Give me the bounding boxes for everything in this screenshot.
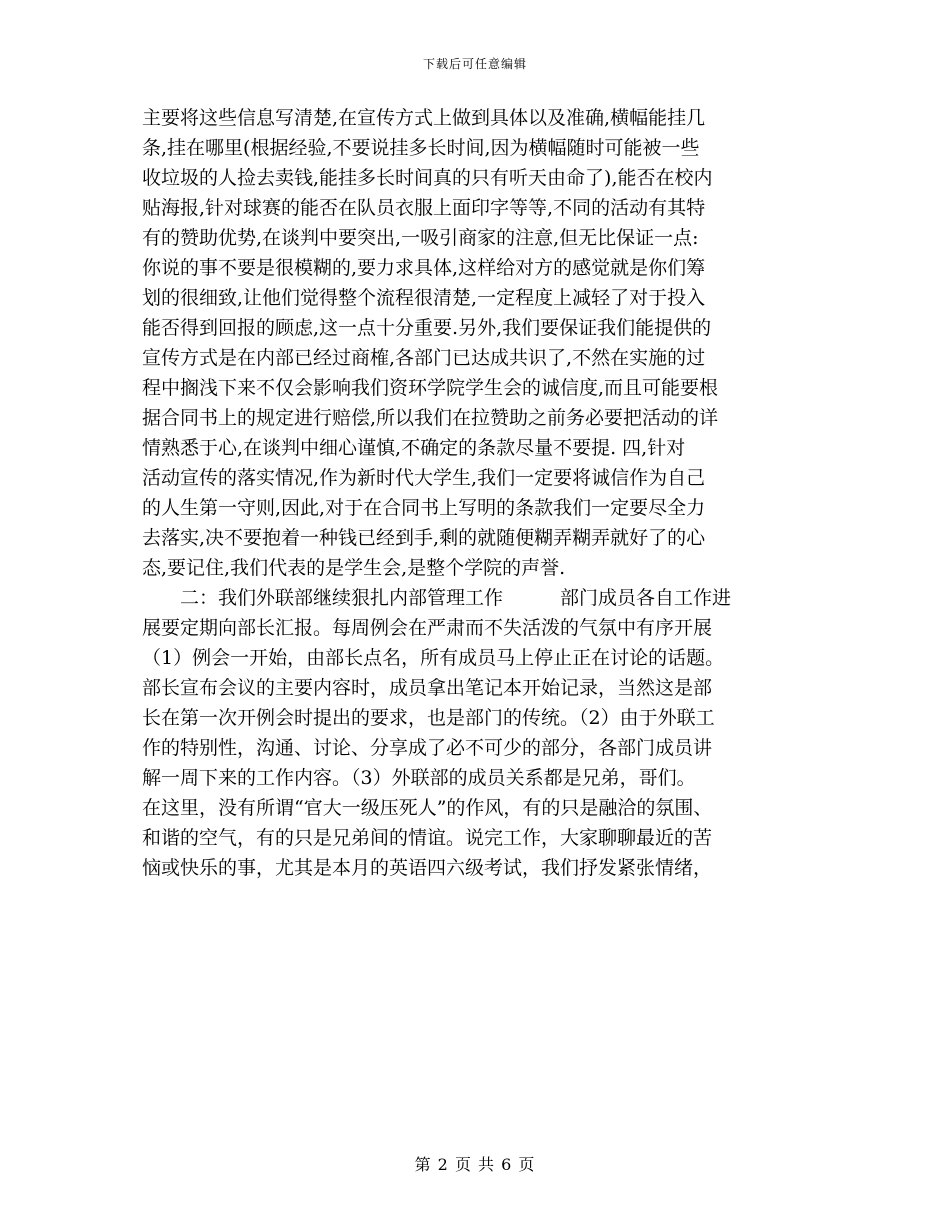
document-body [142, 103, 822, 883]
text-line: 和谐的空气，有的只是兄弟间的情谊。说完工作，大家聊聊最近的苦 [142, 827, 713, 849]
text-line: 恼或快乐的事，尤其是本月的英语四六级考试，我们抒发紧张情绪， [142, 857, 713, 879]
text-line: 划的很细致,让他们觉得整个流程很清楚,一定程度上减轻了对于投入 [142, 287, 706, 309]
text-line: 部长宣布会议的主要内容时，成员拿出笔记本开始记录，当然这是部 [142, 677, 713, 699]
text-line: 收垃圾的人捡去卖钱,能挂多长时间真的只有听天由命了),能否在校内 [142, 167, 713, 189]
text-line: 条,挂在哪里(根据经验,不要说挂多长时间,因为横幅随时可能被一些 [142, 137, 700, 159]
text-line: 情熟悉于心,在谈判中细心谨慎,不确定的条款尽量不要提. 四,针对 [142, 437, 686, 459]
text-line: 的人生第一守则,因此,对于在合同书上写明的条款我们一定要尽全力 [142, 497, 706, 519]
text-line: 展要定期向部长汇报。每周例会在严肃而不失活泼的气氛中有序开展 [142, 617, 713, 639]
text-line: 在这里，没有所谓“官大一级压死人”的作风，有的只是融洽的氛围、 [142, 797, 713, 819]
text-line: 程中搁浅下来不仅会影响我们资环学院学生会的诚信度,而且可能要根 [142, 377, 719, 399]
text-line: （1）例会一开始，由部长点名，所有成员马上停止正在讨论的话题。 [142, 647, 725, 669]
text-line: 有的赞助优势,在谈判中要突出,一吸引商家的注意,但无比保证一点: [142, 227, 699, 249]
text-line: 能否得到回报的顾虑,这一点十分重要.另外,我们要保证我们能提供的 [142, 317, 712, 339]
text-line: 去落实,决不要抱着一种钱已经到手,剩的就随便糊弄糊弄就好了的心 [142, 527, 706, 549]
text-line: 长在第一次开例会时提出的要求，也是部门的传统。（2）由于外联工 [142, 707, 715, 729]
page-header: 下载后可任意编辑 [422, 57, 527, 71]
text-line: 解一周下来的工作内容。（3）外联部的成员关系都是兄弟，哥们。 [142, 767, 696, 789]
text-line: 你说的事不要是很模糊的,要力求具体,这样给对方的感觉就是你们筹 [142, 257, 706, 279]
text-line: 据合同书上的规定进行赔偿,所以我们在拉赞助之前务必要把活动的详 [142, 407, 719, 429]
text-line: 贴海报,针对球赛的能否在队员衣服上面印字等等,不同的活动有其特 [142, 197, 706, 219]
text-line: 活动宣传的落实情况,作为新时代大学生,我们一定要将诚信作为自己 [142, 467, 706, 489]
text-line: 态,要记住,我们代表的是学生会,是整个学院的声誉. [142, 557, 566, 579]
text-line: 主要将这些信息写清楚,在宣传方式上做到具体以及准确,横幅能挂几 [142, 107, 706, 129]
text-line: 作的特别性，沟通、讨论、分享成了必不可少的部分，各部门成员讲 [142, 737, 713, 759]
text-line: 二：我们外联部继续狠扎内部管理工作 部门成员各自工作进 [142, 587, 732, 609]
text-line: 宣传方式是在内部已经过商榷,各部门已达成共识了,不然在实施的过 [142, 347, 706, 369]
page-footer: 第 2 页 共 6 页 [414, 1155, 536, 1174]
